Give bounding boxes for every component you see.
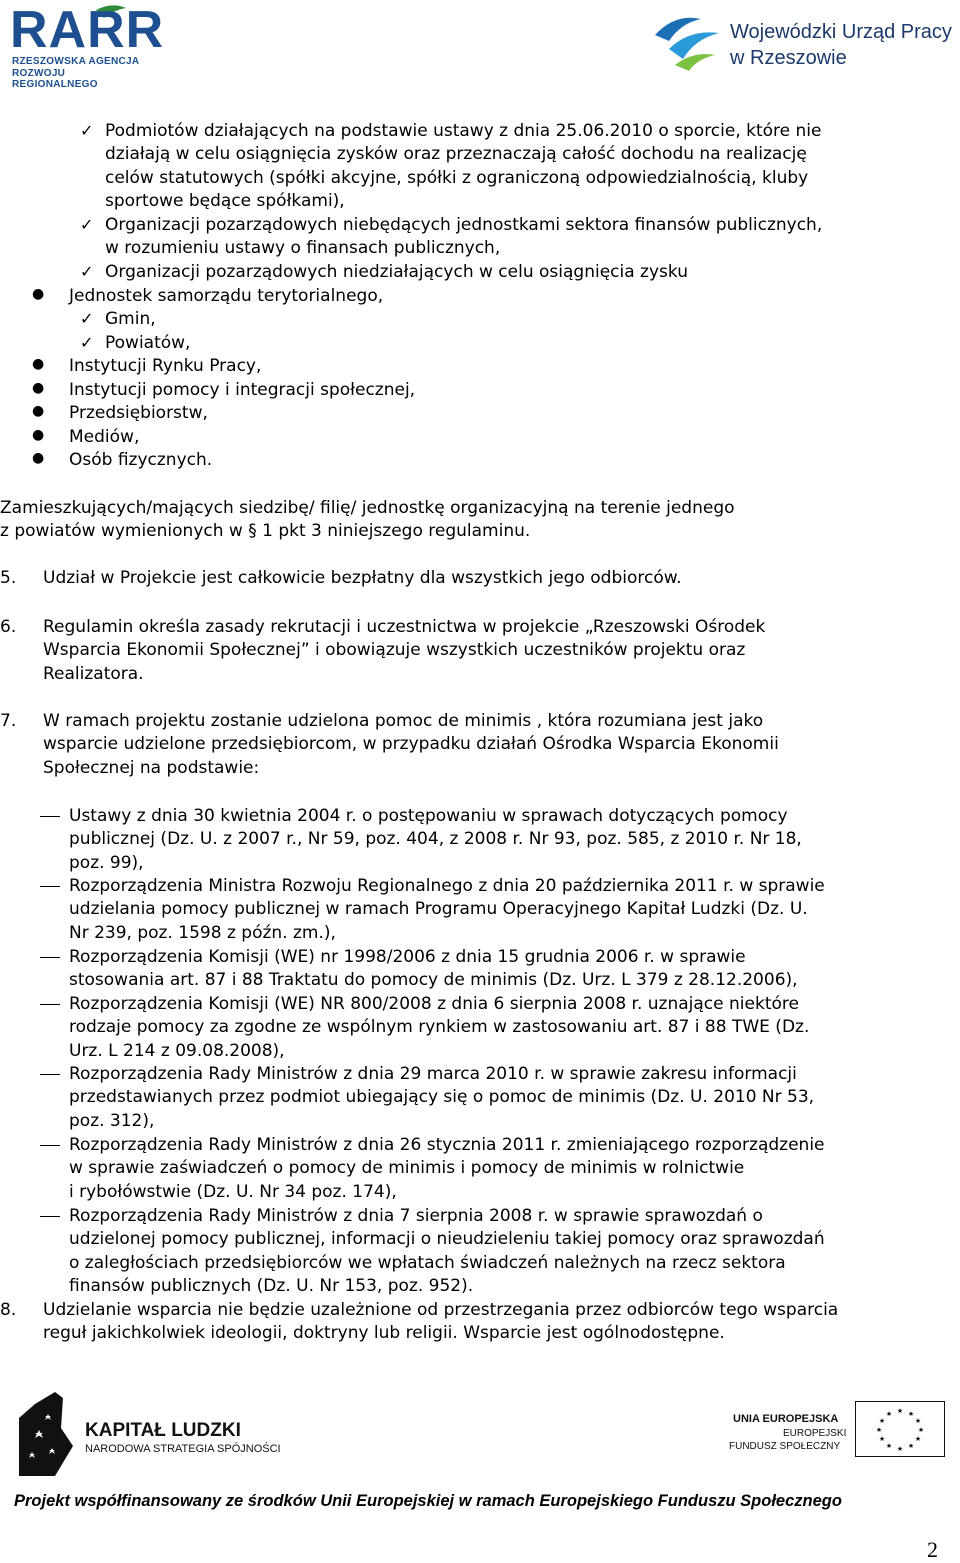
text-line: Urz. L 214 z 09.08.2008), <box>69 1040 285 1061</box>
text-line: publicznej (Dz. U. z 2007 r., Nr 59, poz. 404, z 2008 r. Nr 93, poz. 585, z 2010 r. Nr 18, <box>69 829 802 850</box>
check-icon: ✓ <box>80 121 94 140</box>
text-line: Społecznej na podstawie: <box>43 757 260 778</box>
text-line: Nr 239, poz. 1598 z późn. zm.), <box>69 922 336 943</box>
bullet-item: Przedsiębiorstw, <box>69 403 208 423</box>
legal-item <box>69 1205 942 1299</box>
item-5-text: Udział w Projekcie jest całkowicie bezpłatny dla wszystkich jego odbiorców. <box>43 568 682 588</box>
text-line: reguł jakichkolwiek ideologii, doktryny lub religii. Wsparcie jest ogólnodostępne. <box>43 1323 725 1344</box>
text-line: Rozporządzenia Rady Ministrów z dnia 29 marca 2010 r. w sprawie zakresu informacji <box>69 1064 797 1084</box>
svg-text:★: ★ <box>896 1407 904 1415</box>
item-7-number: 7. <box>0 711 17 731</box>
text-line: udzielonej pomocy publicznej, informacji o nieudzieleniu takiej pomocy oraz sprawozdań <box>69 1229 825 1250</box>
svg-text:★: ★ <box>885 1410 893 1418</box>
check-item-powiatow: Powiatów, <box>105 333 191 353</box>
svg-text:★: ★ <box>907 1442 915 1450</box>
text-line: Realizatora. <box>43 663 144 684</box>
dash-marker <box>40 1145 60 1146</box>
rarr-logo-line2: ROZWOJU REGIONALNEGO <box>12 68 98 90</box>
text-line: w sprawie zaświadczeń o pomocy de minimis i pomocy de minimis w rolnictwie <box>69 1158 745 1179</box>
rarr-logo-line1: RZESZOWSKA AGENCJA <box>12 56 140 67</box>
rarr-logo-big: RARR <box>10 1 165 59</box>
text-line: W ramach projektu zostanie udzielona pomoc de minimis , która rozumiana jest jako <box>43 711 764 731</box>
legal-item <box>69 875 942 945</box>
bullet-item-jst: Jednostek samorządu terytorialnego, <box>69 286 384 306</box>
text-line: przedstawianych przez podmiot ubiegający się o pomoc de minimis (Dz. U. 2010 Nr 53, <box>69 1087 815 1108</box>
legal-item <box>69 1134 942 1204</box>
rarr-logo <box>0 0 165 90</box>
wup-logo-line2: w Rzeszowie <box>730 47 847 69</box>
text-line: finansów publicznych (Dz. U. Nr 153, poz. 952). <box>69 1276 474 1297</box>
bullet-item: Instytucji Rynku Pracy, <box>69 356 262 376</box>
bullet-icon: ● <box>32 403 45 419</box>
svg-text:★: ★ <box>914 1417 922 1425</box>
kapital-ludzki-mark <box>15 1388 77 1478</box>
svg-text:★: ★ <box>896 1445 904 1453</box>
check-item-ngo <box>105 214 942 261</box>
kapital-ludzki-title: KAPITAŁ LUDZKI <box>85 1420 241 1441</box>
text-line: Rozporządzenia Rady Ministrów z dnia 7 sierpnia 2008 r. w sprawie sprawozdań o <box>69 1206 763 1226</box>
text-line: Rozporządzenia Ministra Rozwoju Regionalnego z dnia 20 października 2011 r. w sprawie <box>69 876 825 896</box>
text-line: Rozporządzenia Rady Ministrów z dnia 26 stycznia 2011 r. zmieniającego rozporządzenie <box>69 1135 825 1155</box>
dash-marker <box>40 1216 60 1217</box>
bullet-icon: ● <box>32 380 45 396</box>
residence-paragraph <box>0 497 940 544</box>
text-line: udzielania pomocy publicznej w ramach Programu Operacyjnego Kapitał Ludzki (Dz. U. <box>69 899 808 920</box>
legal-item <box>69 805 942 875</box>
wup-logo-mark <box>645 5 729 75</box>
eu-efs-logo <box>725 1395 950 1460</box>
text-line: sportowe będące spółkami), <box>105 191 345 212</box>
text-line: poz. 312), <box>69 1110 155 1131</box>
text-line: Udzielanie wsparcia nie będzie uzależnione od przestrzegania przez odbiorców tego wsparcia <box>43 1300 839 1320</box>
dash-marker <box>40 1074 60 1075</box>
text-line: Organizacji pozarządowych niebędących jednostkami sektora finansów publicznych, <box>105 215 823 235</box>
text-line: i rybołówstwie (Dz. U. Nr 34 poz. 174), <box>69 1181 397 1202</box>
text-line: o zaległościach przedsiębiorców we wpłatach świadczeń należnych na rzecz sektora <box>69 1252 786 1273</box>
bullet-icon: ● <box>32 450 45 466</box>
text-line: działają w celu osiągnięcia zysków oraz przeznaczają całość dochodu na realizację <box>105 144 807 165</box>
page-number: 2 <box>927 1537 938 1562</box>
bullet-icon: ● <box>32 427 45 443</box>
check-icon: ✓ <box>80 215 94 234</box>
text-line: z powiatów wymienionych w § 1 pkt 3 niniejszego regulaminu. <box>0 521 531 542</box>
eu-line2: EUROPEJSKI <box>783 1428 847 1439</box>
svg-text:★: ★ <box>878 1417 886 1425</box>
bullet-icon: ● <box>32 356 45 372</box>
wup-logo <box>645 5 960 80</box>
text-line: poz. 99), <box>69 852 144 873</box>
item-6-text <box>43 616 942 686</box>
item-6-number: 6. <box>0 617 17 637</box>
svg-text:★: ★ <box>875 1426 883 1434</box>
text-line: Wsparcia Ekonomii Społecznej” i obowiązuje wszystkich uczestników projektu oraz <box>43 640 746 661</box>
dash-marker <box>40 1004 60 1005</box>
text-line: celów statutowych (spółki akcyjne, spółki z ograniczoną odpowiedzialnością, kluby <box>105 167 809 188</box>
text-line: rodzaje pomocy za zgodne ze wspólnym rynkiem w zastosowaniu art. 87 i 88 TWE (Dz. <box>69 1017 810 1038</box>
text-line: Podmiotów działających na podstawie ustawy z dnia 25.06.2010 o sporcie, które nie <box>105 121 822 141</box>
text-line: Zamieszkujących/mających siedzibę/ filię/ jednostkę organizacyjną na terenie jednego <box>0 498 735 518</box>
check-item-ngo-nonprofit: Organizacji pozarządowych niedziałających w celu osiągnięcia zysku <box>105 262 688 282</box>
check-icon: ✓ <box>80 309 94 328</box>
legal-item <box>69 946 942 993</box>
check-item-gmin: Gmin, <box>105 309 156 329</box>
check-item-sport <box>105 120 942 214</box>
item-8-text <box>43 1299 942 1346</box>
text-line: Rozporządzenia Komisji (WE) NR 800/2008 z dnia 6 sierpnia 2008 r. uznające niektóre <box>69 994 799 1014</box>
svg-text:★: ★ <box>885 1442 893 1450</box>
svg-text:★: ★ <box>878 1435 886 1443</box>
eu-line3: FUNDUSZ SPOŁECZNY <box>729 1441 841 1452</box>
bullet-icon: ● <box>32 286 45 302</box>
svg-text:★: ★ <box>907 1410 915 1418</box>
bullet-item: Osób fizycznych. <box>69 450 213 470</box>
check-icon: ✓ <box>80 262 94 281</box>
svg-text:★: ★ <box>917 1426 925 1434</box>
dash-marker <box>40 957 60 958</box>
dash-marker <box>40 886 60 887</box>
wup-logo-line1: Wojewódzki Urząd Pracy <box>730 21 952 43</box>
item-7-text <box>43 710 942 780</box>
eu-flag-icon <box>855 1401 945 1457</box>
text-line: wsparcie udzielone przedsiębiorcom, w przypadku działań Ośrodka Wsparcia Ekonomii <box>43 734 779 755</box>
text-line: Rozporządzenia Komisji (WE) nr 1998/2006 z dnia 15 grudnia 2006 r. w sprawie <box>69 947 746 967</box>
check-icon: ✓ <box>80 333 94 352</box>
legal-item <box>69 1063 942 1133</box>
text-line: Regulamin określa zasady rekrutacji i uczestnictwa w projekcie „Rzeszowski Ośrodek <box>43 617 766 637</box>
kapital-ludzki-subtitle: NARODOWA STRATEGIA SPÓJNOŚCI <box>85 1443 281 1455</box>
footer-cofinancing-note: Projekt współfinansowany ze środków Unii Europejskiej w ramach Europejskiego Funduszu Społecznego <box>14 1492 842 1510</box>
text-line: Ustawy z dnia 30 kwietnia 2004 r. o postępowaniu w sprawach dotyczących pomocy <box>69 806 788 826</box>
item-8-number: 8. <box>0 1300 17 1320</box>
bullet-item: Mediów, <box>69 427 140 447</box>
bullet-item: Instytucji pomocy i integracji społecznej, <box>69 380 416 400</box>
dash-marker <box>40 816 60 817</box>
svg-text:★: ★ <box>914 1435 922 1443</box>
text-line: stosowania art. 87 i 88 Traktatu do pomocy de minimis (Dz. Urz. L 379 z 28.12.2006), <box>69 970 798 991</box>
text-line: w rozumieniu ustawy o finansach publicznych, <box>105 238 501 259</box>
eu-line1: UNIA EUROPEJSKA <box>733 1413 839 1425</box>
item-5-number: 5. <box>0 568 17 588</box>
kapital-ludzki-logo <box>15 1388 285 1478</box>
legal-item <box>69 993 942 1063</box>
